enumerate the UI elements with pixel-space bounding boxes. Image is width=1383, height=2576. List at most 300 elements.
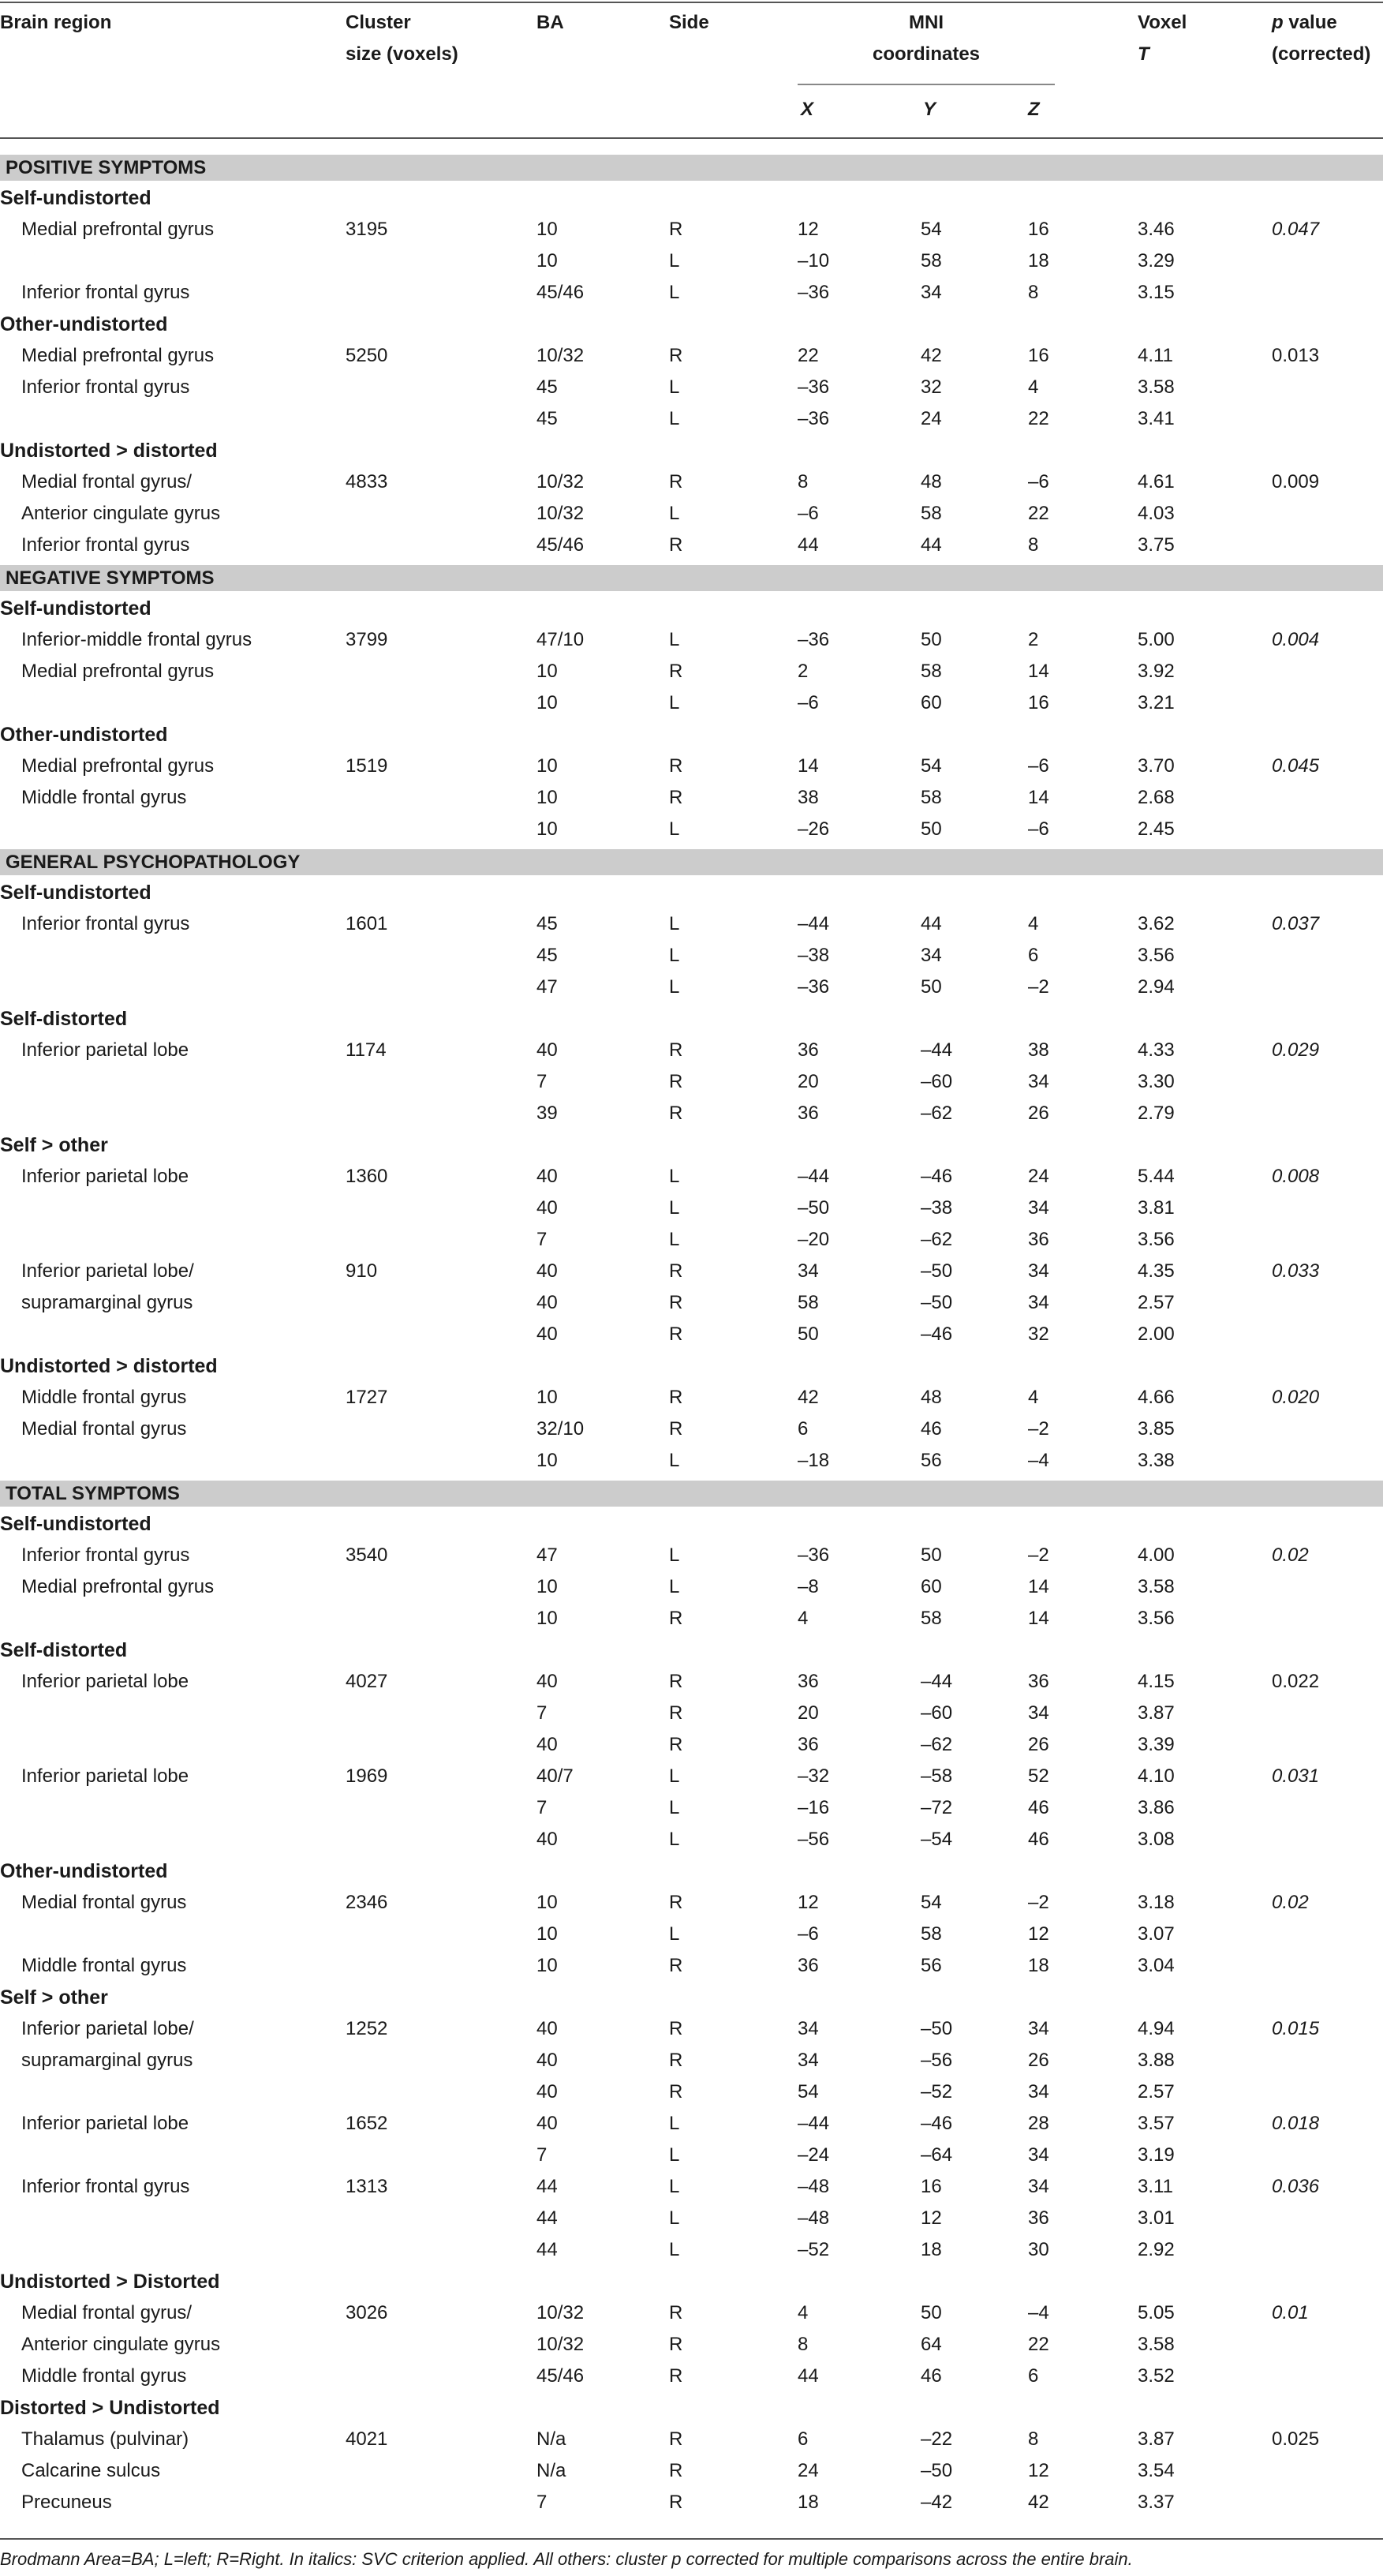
cell-mni-z: 6 — [1028, 2365, 1039, 2387]
cell-side: R — [669, 1702, 683, 1724]
cell-mni-x: –20 — [798, 1229, 830, 1250]
cell-voxel-t: 3.56 — [1138, 945, 1175, 966]
cell-mni-y: –50 — [921, 1260, 953, 1282]
cell-voxel-t: 3.37 — [1138, 2492, 1175, 2513]
cell-mni-z: 34 — [1028, 2144, 1049, 2166]
cell-mni-x: 36 — [798, 1734, 819, 1755]
cell-mni-z: 34 — [1028, 1071, 1049, 1092]
cell-side: L — [669, 818, 680, 840]
cell-ba: 45 — [536, 913, 558, 934]
cell-mni-x: –6 — [798, 1923, 819, 1945]
cell-cluster-size: 2346 — [346, 1892, 388, 1913]
cell-mni-x: –48 — [798, 2207, 830, 2229]
cell-voxel-t: 2.57 — [1138, 1292, 1175, 1313]
cell-side: R — [669, 1292, 683, 1313]
cell-side: L — [669, 1765, 680, 1787]
cell-ba: 39 — [536, 1103, 558, 1124]
cell-mni-z: 32 — [1028, 1324, 1049, 1345]
cell-side: L — [669, 1797, 680, 1818]
cell-side: L — [669, 1544, 680, 1566]
cell-mni-z: 38 — [1028, 1039, 1049, 1061]
cell-side: L — [669, 945, 680, 966]
cell-side: R — [669, 1071, 683, 1092]
cell-voxel-t: 3.70 — [1138, 755, 1175, 777]
cell-mni-z: 34 — [1028, 2081, 1049, 2102]
cell-p-value: 0.020 — [1272, 1387, 1320, 1408]
cell-region: Inferior frontal gyrus — [21, 1544, 190, 1566]
table-row — [0, 1039, 1383, 1062]
cell-mni-y: 16 — [921, 2176, 942, 2197]
cell-voxel-t: 3.07 — [1138, 1923, 1175, 1945]
cell-cluster-size: 1727 — [346, 1387, 388, 1408]
cell-voxel-t: 3.29 — [1138, 250, 1175, 271]
table-row — [0, 407, 1383, 431]
cell-mni-x: 44 — [798, 2365, 819, 2387]
cell-mni-y: 44 — [921, 534, 942, 556]
cell-cluster-size: 5250 — [346, 345, 388, 366]
table-row — [0, 1260, 1383, 1283]
cell-ba: 10 — [536, 250, 558, 271]
cell-voxel-t: 4.11 — [1138, 345, 1173, 366]
cell-mni-z: 8 — [1028, 282, 1039, 303]
table-row — [0, 691, 1383, 715]
cell-mni-x: 22 — [798, 345, 819, 366]
table-row — [0, 2049, 1383, 2072]
cell-mni-z: 14 — [1028, 787, 1049, 808]
cell-voxel-t: 2.92 — [1138, 2239, 1175, 2260]
cell-p-value: 0.02 — [1272, 1544, 1309, 1566]
cell-mni-z: 36 — [1028, 1671, 1049, 1692]
cell-mni-y: 54 — [921, 755, 942, 777]
cell-mni-z: 6 — [1028, 945, 1039, 966]
cell-mni-x: –36 — [798, 376, 830, 398]
table-row — [0, 1796, 1383, 1820]
cell-mni-z: 12 — [1028, 1923, 1049, 1945]
cell-ba: 10 — [536, 1923, 558, 1945]
cell-mni-z: 4 — [1028, 1387, 1039, 1408]
cell-mni-y: 24 — [921, 408, 942, 429]
cell-voxel-t: 3.62 — [1138, 913, 1175, 934]
cell-side: L — [669, 2176, 680, 2197]
cell-region: Inferior frontal gyrus — [21, 534, 190, 556]
cell-ba: 40 — [536, 1197, 558, 1219]
cell-mni-x: 8 — [798, 471, 809, 492]
cell-mni-y: –50 — [921, 2018, 953, 2039]
cell-mni-y: 48 — [921, 1387, 942, 1408]
cell-side: R — [669, 1955, 683, 1976]
cell-region: Inferior parietal lobe — [21, 1765, 189, 1787]
cell-cluster-size: 1174 — [346, 1039, 387, 1061]
cell-ba: 45/46 — [536, 534, 585, 556]
cell-mni-x: 42 — [798, 1387, 819, 1408]
table-row — [0, 470, 1383, 494]
cell-ba: 7 — [536, 2144, 548, 2166]
cell-mni-x: 18 — [798, 2492, 819, 2513]
group-title: Self > other — [0, 1134, 108, 1156]
cell-mni-y: 50 — [921, 629, 942, 650]
cell-voxel-t: 5.05 — [1138, 2302, 1175, 2323]
cell-side: R — [669, 1892, 683, 1913]
table-row — [0, 1954, 1383, 1978]
cell-side: L — [669, 2207, 680, 2229]
cell-side: L — [669, 1229, 680, 1250]
cell-p-value: 0.015 — [1272, 2018, 1320, 2039]
cell-mni-x: –36 — [798, 1544, 830, 1566]
cell-region: Medial prefrontal gyrus — [21, 755, 215, 777]
cell-mni-x: 36 — [798, 1103, 819, 1124]
cell-mni-x: –44 — [798, 913, 830, 934]
table-row — [0, 754, 1383, 778]
cell-side: L — [669, 250, 680, 271]
table-row — [0, 1228, 1383, 1252]
table-row — [0, 281, 1383, 305]
cell-mni-z: 22 — [1028, 2334, 1049, 2355]
cell-mni-z: 14 — [1028, 1576, 1049, 1597]
cell-mni-x: –18 — [798, 1450, 830, 1471]
group-title: Self-undistorted — [0, 597, 151, 620]
cell-mni-y: 12 — [921, 2207, 942, 2229]
section-band: GENERAL PSYCHOPATHOLOGY — [0, 849, 1383, 875]
cell-ba: 10 — [536, 661, 558, 682]
table-row — [0, 1386, 1383, 1410]
cell-ba: 7 — [536, 1071, 548, 1092]
cell-region: Medial frontal gyrus — [21, 1418, 187, 1440]
cell-mni-x: –44 — [798, 2113, 830, 2134]
header-cluster-line2: size (voxels) — [346, 43, 458, 65]
section-band: POSITIVE SYMPTOMS — [0, 155, 1383, 181]
cell-mni-y: –62 — [921, 1103, 953, 1124]
cell-mni-x: –56 — [798, 1829, 830, 1850]
header-ba: BA — [536, 12, 564, 33]
cell-mni-y: –46 — [921, 1324, 953, 1345]
table-row — [0, 975, 1383, 999]
cell-mni-y: 50 — [921, 818, 942, 840]
cell-mni-x: 38 — [798, 787, 819, 808]
cell-mni-x: –50 — [798, 1197, 830, 1219]
table-row — [0, 1449, 1383, 1473]
cell-region: supramarginal gyrus — [21, 2050, 193, 2071]
cell-mni-x: –26 — [798, 818, 830, 840]
cell-region: Inferior-middle frontal gyrus — [21, 629, 252, 650]
cell-mni-y: 34 — [921, 945, 942, 966]
cell-mni-x: 50 — [798, 1324, 819, 1345]
cell-p-value: 0.022 — [1272, 1671, 1320, 1692]
cell-side: R — [669, 219, 683, 240]
header-pvalue-line1 — [1272, 9, 1337, 36]
cell-mni-z: 24 — [1028, 1166, 1049, 1187]
cell-voxel-t: 4.94 — [1138, 2018, 1175, 2039]
cell-side: R — [669, 2334, 683, 2355]
cell-mni-z: 34 — [1028, 2176, 1049, 2197]
cell-cluster-size: 3540 — [346, 1544, 388, 1566]
cell-side: R — [669, 787, 683, 808]
cell-region: Inferior parietal lobe — [21, 1039, 189, 1061]
cell-mni-z: 34 — [1028, 2018, 1049, 2039]
cell-side: R — [669, 1418, 683, 1440]
cell-mni-x: 34 — [798, 2050, 819, 2071]
cell-region: Medial frontal gyrus/ — [21, 2302, 192, 2323]
cell-mni-y: –42 — [921, 2492, 953, 2513]
cell-mni-z: 12 — [1028, 2460, 1049, 2481]
header-brain-region: Brain region — [0, 12, 112, 33]
cell-mni-z: 26 — [1028, 1103, 1049, 1124]
cell-side: R — [669, 2460, 683, 2481]
table-row — [0, 1828, 1383, 1852]
cell-side: R — [669, 2492, 683, 2513]
cell-side: L — [669, 282, 680, 303]
cell-cluster-size: 1969 — [346, 1765, 388, 1787]
cell-region: Anterior cingulate gyrus — [21, 2334, 221, 2355]
cell-mni-x: 36 — [798, 1039, 819, 1061]
cell-voxel-t: 3.58 — [1138, 2334, 1175, 2355]
cell-voxel-t: 4.66 — [1138, 1387, 1175, 1408]
cell-mni-y: 50 — [921, 1544, 942, 1566]
cell-region: Calcarine sulcus — [21, 2460, 161, 2481]
group-title: Self-distorted — [0, 1008, 128, 1030]
cell-mni-y: 64 — [921, 2334, 942, 2355]
cell-voxel-t: 3.85 — [1138, 1418, 1175, 1440]
cell-side: R — [669, 1608, 683, 1629]
cell-mni-x: –36 — [798, 408, 830, 429]
cell-mni-y: 50 — [921, 976, 942, 998]
cell-ba: 10 — [536, 1608, 558, 1629]
cell-mni-z: 36 — [1028, 1229, 1049, 1250]
header-x: X — [801, 99, 814, 120]
cell-mni-z: 8 — [1028, 2428, 1039, 2450]
table-row — [0, 628, 1383, 652]
table-row — [0, 2364, 1383, 2388]
cell-ba: 10 — [536, 1576, 558, 1597]
cell-mni-y: –64 — [921, 2144, 953, 2166]
cell-mni-z: 18 — [1028, 1955, 1049, 1976]
cell-mni-x: –8 — [798, 1576, 819, 1597]
cell-mni-z: –6 — [1028, 471, 1049, 492]
cell-ba: 10/32 — [536, 2302, 585, 2323]
cell-ba: 40/7 — [536, 1765, 574, 1787]
cell-side: L — [669, 1923, 680, 1945]
cell-side: R — [669, 1260, 683, 1282]
header-p-letter: p — [1272, 12, 1284, 33]
table-row — [0, 218, 1383, 242]
cell-region: Inferior frontal gyrus — [21, 2176, 190, 2197]
cell-ba: 10 — [536, 1892, 558, 1913]
header-cluster-line1: Cluster — [346, 12, 411, 33]
cell-voxel-t: 3.81 — [1138, 1197, 1175, 1219]
cell-ba: 44 — [536, 2207, 558, 2229]
cell-side: L — [669, 692, 680, 713]
cell-mni-y: 58 — [921, 503, 942, 524]
cell-ba: 40 — [536, 1039, 558, 1061]
cell-ba: 32/10 — [536, 1418, 585, 1440]
cell-mni-y: 46 — [921, 2365, 942, 2387]
cell-voxel-t: 3.87 — [1138, 2428, 1175, 2450]
cell-side: L — [669, 913, 680, 934]
cell-ba: 10 — [536, 787, 558, 808]
cell-voxel-t: 2.57 — [1138, 2081, 1175, 2102]
cell-mni-y: 50 — [921, 2302, 942, 2323]
cell-voxel-t: 3.56 — [1138, 1229, 1175, 1250]
cell-side: L — [669, 1829, 680, 1850]
cell-mni-x: 34 — [798, 1260, 819, 1282]
cell-region: Inferior frontal gyrus — [21, 376, 190, 398]
group-title: Other-undistorted — [0, 1860, 168, 1882]
table-row — [0, 1323, 1383, 1346]
cell-ba: 40 — [536, 2081, 558, 2102]
cell-mni-x: 24 — [798, 2460, 819, 2481]
table-row — [0, 2207, 1383, 2230]
cell-mni-z: –2 — [1028, 1418, 1049, 1440]
cell-mni-z: –2 — [1028, 1544, 1049, 1566]
cell-voxel-t: 3.01 — [1138, 2207, 1175, 2229]
cell-voxel-t: 5.00 — [1138, 629, 1175, 650]
cell-ba: 44 — [536, 2176, 558, 2197]
cell-mni-y: –46 — [921, 2113, 953, 2134]
cell-voxel-t: 3.54 — [1138, 2460, 1175, 2481]
cell-ba: 10/32 — [536, 503, 585, 524]
cell-region: Inferior parietal lobe — [21, 2113, 189, 2134]
cell-mni-y: –44 — [921, 1671, 953, 1692]
cell-mni-y: –56 — [921, 2050, 953, 2071]
cell-mni-z: 30 — [1028, 2239, 1049, 2260]
table-row — [0, 2333, 1383, 2357]
cell-mni-y: –60 — [921, 1702, 953, 1724]
cell-mni-y: 58 — [921, 787, 942, 808]
cell-voxel-t: 4.00 — [1138, 1544, 1175, 1566]
cell-side: R — [669, 534, 683, 556]
cell-cluster-size: 1313 — [346, 2176, 388, 2197]
header-mni-line2: coordinates — [872, 43, 981, 65]
cell-mni-y: 58 — [921, 661, 942, 682]
header-voxel-line2: T — [1138, 43, 1149, 65]
cell-cluster-size: 1360 — [346, 1166, 388, 1187]
cell-voxel-t: 3.86 — [1138, 1797, 1175, 1818]
cell-voxel-t: 3.87 — [1138, 1702, 1175, 1724]
table-top-rule — [0, 2, 1383, 3]
cell-voxel-t: 3.04 — [1138, 1955, 1175, 1976]
cell-voxel-t: 2.94 — [1138, 976, 1175, 998]
cell-mni-z: 34 — [1028, 1197, 1049, 1219]
cell-mni-x: 8 — [798, 2334, 809, 2355]
header-y: Y — [923, 99, 936, 120]
cell-mni-z: –2 — [1028, 976, 1049, 998]
cell-ba: 45/46 — [536, 282, 585, 303]
cell-voxel-t: 4.10 — [1138, 1765, 1175, 1787]
cell-ba: 47/10 — [536, 629, 585, 650]
cell-voxel-t: 3.56 — [1138, 1608, 1175, 1629]
cell-mni-y: 60 — [921, 692, 942, 713]
cell-cluster-size: 910 — [346, 1260, 378, 1282]
cell-mni-z: 52 — [1028, 1765, 1049, 1787]
cell-mni-y: –38 — [921, 1197, 953, 1219]
cell-voxel-t: 3.38 — [1138, 1450, 1175, 1471]
cell-mni-z: 14 — [1028, 1608, 1049, 1629]
cell-ba: 10 — [536, 219, 558, 240]
cell-mni-z: 2 — [1028, 629, 1039, 650]
cell-mni-y: 58 — [921, 1608, 942, 1629]
cell-mni-z: 16 — [1028, 345, 1049, 366]
cell-mni-x: 14 — [798, 755, 819, 777]
cell-mni-x: –36 — [798, 976, 830, 998]
table-row — [0, 1923, 1383, 1946]
cell-voxel-t: 3.15 — [1138, 282, 1175, 303]
cell-voxel-t: 4.61 — [1138, 471, 1175, 492]
cell-ba: 45 — [536, 945, 558, 966]
cell-mni-x: 12 — [798, 219, 819, 240]
table-row — [0, 1765, 1383, 1788]
cell-region: Anterior cingulate gyrus — [21, 503, 221, 524]
cell-mni-y: –46 — [921, 1166, 953, 1187]
cell-region: Medial prefrontal gyrus — [21, 661, 215, 682]
cell-voxel-t: 3.21 — [1138, 692, 1175, 713]
table-row — [0, 1733, 1383, 1757]
cell-side: R — [669, 345, 683, 366]
header-bottom-rule — [0, 137, 1383, 139]
table-row — [0, 2017, 1383, 2041]
cell-ba: 7 — [536, 1702, 548, 1724]
table-row — [0, 1702, 1383, 1725]
cell-voxel-t: 2.68 — [1138, 787, 1175, 808]
cell-region: Medial prefrontal gyrus — [21, 345, 215, 366]
cell-side: L — [669, 408, 680, 429]
cell-mni-y: 54 — [921, 1892, 942, 1913]
cell-side: L — [669, 503, 680, 524]
cell-ba: 40 — [536, 2050, 558, 2071]
cell-region: Precuneus — [21, 2492, 112, 2513]
cell-mni-z: 46 — [1028, 1829, 1049, 1850]
cell-side: R — [669, 661, 683, 682]
cell-mni-z: –6 — [1028, 755, 1049, 777]
table-row — [0, 1196, 1383, 1220]
cell-p-value: 0.036 — [1272, 2176, 1320, 2197]
cell-mni-x: 4 — [798, 2302, 809, 2323]
cell-voxel-t: 2.45 — [1138, 818, 1175, 840]
cell-voxel-t: 3.92 — [1138, 661, 1175, 682]
cell-mni-y: 56 — [921, 1450, 942, 1471]
table-row — [0, 2491, 1383, 2514]
cell-region: Inferior parietal lobe/ — [21, 1260, 194, 1282]
cell-mni-y: –62 — [921, 1229, 953, 1250]
group-title: Undistorted > distorted — [0, 440, 218, 462]
cell-cluster-size: 4021 — [346, 2428, 388, 2450]
cell-mni-z: 14 — [1028, 661, 1049, 682]
cell-voxel-t: 2.79 — [1138, 1103, 1175, 1124]
cell-mni-y: –60 — [921, 1071, 953, 1092]
cell-mni-y: 44 — [921, 913, 942, 934]
cell-mni-y: 48 — [921, 471, 942, 492]
cell-voxel-t: 4.35 — [1138, 1260, 1175, 1282]
cell-mni-x: 20 — [798, 1071, 819, 1092]
cell-mni-z: 18 — [1028, 250, 1049, 271]
cell-mni-z: 34 — [1028, 1260, 1049, 1282]
cell-side: R — [669, 1734, 683, 1755]
cell-region: Medial frontal gyrus — [21, 1892, 187, 1913]
cell-voxel-t: 4.15 — [1138, 1671, 1175, 1692]
table-row — [0, 2459, 1383, 2483]
header-z: Z — [1028, 99, 1040, 120]
cell-voxel-t: 3.11 — [1138, 2176, 1173, 2197]
cell-mni-y: 42 — [921, 345, 942, 366]
cell-ba: 10/32 — [536, 471, 585, 492]
table-bottom-rule — [0, 2538, 1383, 2540]
cell-mni-x: –6 — [798, 692, 819, 713]
cell-mni-z: 36 — [1028, 2207, 1049, 2229]
cell-ba: 40 — [536, 1292, 558, 1313]
cell-region: Medial prefrontal gyrus — [21, 1576, 215, 1597]
cell-voxel-t: 3.58 — [1138, 376, 1175, 398]
cell-voxel-t: 3.39 — [1138, 1734, 1175, 1755]
table-row — [0, 376, 1383, 399]
cell-cluster-size: 1601 — [346, 913, 388, 934]
